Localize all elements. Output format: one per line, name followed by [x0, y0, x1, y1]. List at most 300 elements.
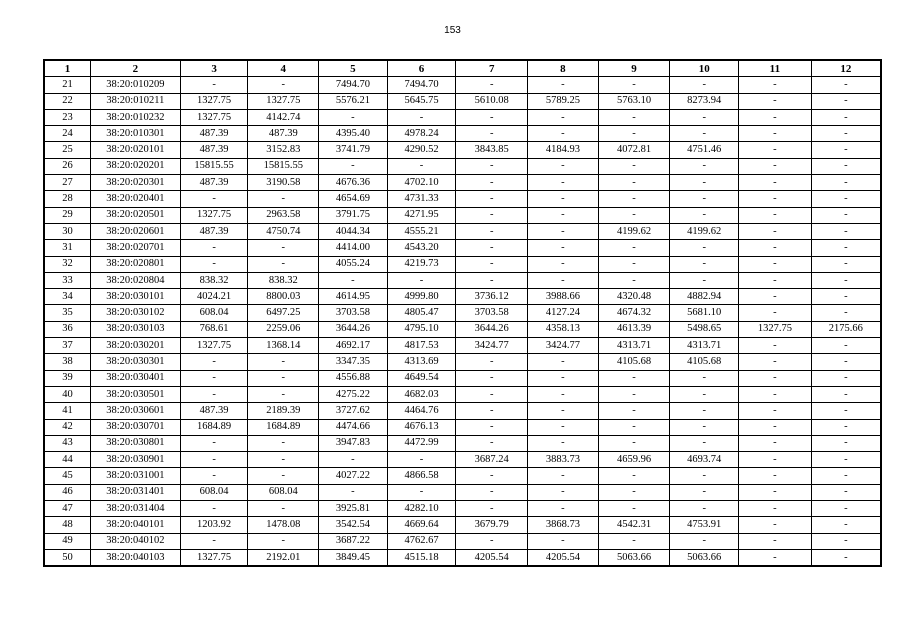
table-cell: -: [811, 386, 881, 402]
table-cell: -: [739, 501, 812, 517]
table-cell: -: [739, 240, 812, 256]
table-cell: -: [811, 126, 881, 142]
table-cell: -: [598, 272, 670, 288]
table-cell: -: [670, 533, 739, 549]
table-cell: -: [528, 419, 599, 435]
column-header: 6: [387, 60, 456, 77]
table-cell: 4205.54: [456, 549, 528, 566]
table-cell: -: [598, 419, 670, 435]
table-cell: -: [811, 240, 881, 256]
table-cell: 38:20:030601: [90, 403, 180, 419]
table-cell: 3424.77: [456, 338, 528, 354]
table-cell: -: [528, 223, 599, 239]
table-row: [44, 517, 881, 533]
table-cell: 3925.81: [319, 501, 388, 517]
table-cell: 38:20:020701: [90, 240, 180, 256]
table-row: [44, 354, 881, 370]
table-cell: -: [456, 191, 528, 207]
table-cell: -: [811, 370, 881, 386]
table-cell: 38:20:020801: [90, 256, 180, 272]
table-cell: 4555.21: [387, 223, 456, 239]
table-cell: -: [739, 517, 812, 533]
table-cell: -: [739, 354, 812, 370]
table-cell: -: [739, 435, 812, 451]
table-cell: -: [598, 240, 670, 256]
table-cell: 38:20:020501: [90, 207, 180, 223]
table-cell: -: [670, 256, 739, 272]
table-cell: 27: [44, 175, 90, 191]
table-cell: -: [598, 403, 670, 419]
table-cell: -: [248, 77, 319, 93]
table-cell: -: [811, 175, 881, 191]
table-cell: -: [739, 223, 812, 239]
column-header: 8: [528, 60, 599, 77]
table-cell: -: [528, 77, 599, 93]
table-cell: 4313.69: [387, 354, 456, 370]
table-cell: -: [528, 109, 599, 125]
table-cell: 38:20:010211: [90, 93, 180, 109]
table-cell: -: [456, 386, 528, 402]
table-cell: -: [811, 77, 881, 93]
table-cell: 24: [44, 126, 90, 142]
table-cell: 4515.18: [387, 549, 456, 566]
table-cell: -: [456, 77, 528, 93]
table-cell: 4072.81: [598, 142, 670, 158]
table-cell: 3542.54: [319, 517, 388, 533]
table-row: [44, 338, 881, 354]
table-cell: -: [811, 501, 881, 517]
table-cell: 38:20:030301: [90, 354, 180, 370]
table-cell: -: [739, 256, 812, 272]
table-cell: 1327.75: [180, 338, 248, 354]
table-cell: -: [248, 533, 319, 549]
table-cell: 29: [44, 207, 90, 223]
table-cell: -: [598, 175, 670, 191]
table-row: [44, 272, 881, 288]
table-cell: -: [811, 338, 881, 354]
table-cell: -: [387, 158, 456, 174]
table-cell: 487.39: [180, 223, 248, 239]
table-row: [44, 435, 881, 451]
table-cell: -: [456, 468, 528, 484]
table-cell: 4105.68: [670, 354, 739, 370]
column-header: 1: [44, 60, 90, 77]
table-cell: 3868.73: [528, 517, 599, 533]
table-row: [44, 126, 881, 142]
table-cell: 38:20:030401: [90, 370, 180, 386]
table-cell: -: [811, 549, 881, 566]
table-cell: 8800.03: [248, 289, 319, 305]
table-cell: 4731.33: [387, 191, 456, 207]
table-cell: 4978.24: [387, 126, 456, 142]
table-cell: -: [598, 386, 670, 402]
table-cell: -: [456, 223, 528, 239]
table-cell: -: [739, 272, 812, 288]
table-cell: 4654.69: [319, 191, 388, 207]
table-cell: -: [811, 517, 881, 533]
table-cell: -: [319, 452, 388, 468]
table-cell: -: [811, 158, 881, 174]
table-cell: -: [528, 435, 599, 451]
table-cell: -: [598, 207, 670, 223]
table-cell: -: [670, 272, 739, 288]
table-cell: 38:20:030701: [90, 419, 180, 435]
table-cell: 3741.79: [319, 142, 388, 158]
table-cell: 15815.55: [248, 158, 319, 174]
table-cell: 4866.58: [387, 468, 456, 484]
table-cell: 3152.83: [248, 142, 319, 158]
table-cell: 38:20:020301: [90, 175, 180, 191]
table-cell: 1684.89: [180, 419, 248, 435]
table-cell: -: [739, 386, 812, 402]
table-cell: -: [528, 175, 599, 191]
table-cell: -: [456, 158, 528, 174]
table-cell: -: [248, 370, 319, 386]
table-row: [44, 549, 881, 566]
table-cell: 3883.73: [528, 452, 599, 468]
table-cell: 1327.75: [180, 93, 248, 109]
table-cell: 2963.58: [248, 207, 319, 223]
table-cell: 5789.25: [528, 93, 599, 109]
table-cell: 8273.94: [670, 93, 739, 109]
table-cell: 4693.74: [670, 452, 739, 468]
column-header: 4: [248, 60, 319, 77]
table-cell: -: [670, 77, 739, 93]
table-cell: 39: [44, 370, 90, 386]
table-cell: -: [811, 142, 881, 158]
table-cell: -: [248, 501, 319, 517]
table-cell: 4543.20: [387, 240, 456, 256]
table-cell: -: [456, 484, 528, 500]
table-cell: -: [528, 370, 599, 386]
table-cell: -: [598, 109, 670, 125]
table-cell: 4542.31: [598, 517, 670, 533]
table-cell: 487.39: [180, 403, 248, 419]
table-cell: 4613.39: [598, 321, 670, 337]
table-cell: 4474.66: [319, 419, 388, 435]
table-cell: 3703.58: [319, 305, 388, 321]
table-cell: 38:20:020401: [90, 191, 180, 207]
table-cell: -: [180, 435, 248, 451]
table-cell: 6497.25: [248, 305, 319, 321]
table-cell: 41: [44, 403, 90, 419]
table-cell: -: [811, 289, 881, 305]
table-cell: -: [739, 305, 812, 321]
table-cell: -: [456, 533, 528, 549]
table-cell: -: [739, 533, 812, 549]
table-cell: 608.04: [180, 484, 248, 500]
table-cell: 5610.08: [456, 93, 528, 109]
table-cell: -: [319, 158, 388, 174]
table-cell: 608.04: [248, 484, 319, 500]
table-cell: -: [528, 272, 599, 288]
table-cell: -: [248, 452, 319, 468]
table-cell: -: [670, 435, 739, 451]
table-cell: 838.32: [248, 272, 319, 288]
table-cell: 38:20:030201: [90, 338, 180, 354]
table-cell: 3679.79: [456, 517, 528, 533]
table-cell: 4674.32: [598, 305, 670, 321]
table-cell: -: [670, 207, 739, 223]
table-cell: -: [456, 435, 528, 451]
table-cell: -: [670, 419, 739, 435]
table-cell: 3687.22: [319, 533, 388, 549]
table-cell: -: [180, 191, 248, 207]
table-cell: 4313.71: [598, 338, 670, 354]
table-cell: -: [528, 386, 599, 402]
table-cell: -: [739, 549, 812, 566]
table-cell: 1368.14: [248, 338, 319, 354]
table-cell: -: [739, 338, 812, 354]
table-cell: -: [670, 191, 739, 207]
table-cell: -: [739, 142, 812, 158]
table-cell: -: [528, 533, 599, 549]
table-cell: -: [319, 484, 388, 500]
table-cell: -: [528, 191, 599, 207]
table-cell: 4702.10: [387, 175, 456, 191]
table-cell: 3703.58: [456, 305, 528, 321]
table-cell: -: [811, 419, 881, 435]
table-cell: 4556.88: [319, 370, 388, 386]
table-cell: 838.32: [180, 272, 248, 288]
table-cell: -: [811, 484, 881, 500]
table-cell: -: [598, 126, 670, 142]
table-cell: 42: [44, 419, 90, 435]
table-cell: 28: [44, 191, 90, 207]
table-row: [44, 93, 881, 109]
table-cell: -: [739, 419, 812, 435]
table-cell: 4199.62: [670, 223, 739, 239]
table-cell: -: [811, 207, 881, 223]
table-cell: -: [739, 289, 812, 305]
table-cell: 4999.80: [387, 289, 456, 305]
table-cell: 4750.74: [248, 223, 319, 239]
table-cell: 4676.13: [387, 419, 456, 435]
table-cell: -: [180, 256, 248, 272]
table-row: [44, 321, 881, 337]
table-cell: -: [811, 403, 881, 419]
table-cell: -: [180, 354, 248, 370]
table-cell: -: [811, 256, 881, 272]
table-cell: 4219.73: [387, 256, 456, 272]
table-cell: 2192.01: [248, 549, 319, 566]
table-cell: -: [248, 256, 319, 272]
table-cell: -: [739, 109, 812, 125]
table-cell: 4313.71: [670, 338, 739, 354]
table-row: [44, 386, 881, 402]
table-cell: 3424.77: [528, 338, 599, 354]
table-cell: -: [456, 501, 528, 517]
table-row: [44, 142, 881, 158]
page-number: 153: [444, 25, 461, 36]
table-cell: 4271.95: [387, 207, 456, 223]
table-cell: 1478.08: [248, 517, 319, 533]
table-cell: -: [180, 501, 248, 517]
table-cell: -: [739, 484, 812, 500]
table-body: [44, 77, 881, 566]
table-cell: 5576.21: [319, 93, 388, 109]
table-row: [44, 158, 881, 174]
table-cell: -: [670, 370, 739, 386]
table-cell: 4024.21: [180, 289, 248, 305]
table-cell: 3644.26: [319, 321, 388, 337]
table-cell: -: [739, 207, 812, 223]
table-cell: -: [598, 435, 670, 451]
table-cell: -: [528, 126, 599, 142]
table-cell: 38:20:030102: [90, 305, 180, 321]
column-header: 2: [90, 60, 180, 77]
table-cell: 38:20:030901: [90, 452, 180, 468]
table-cell: 35: [44, 305, 90, 321]
table-cell: -: [598, 370, 670, 386]
table-cell: -: [456, 126, 528, 142]
table-cell: 4692.17: [319, 338, 388, 354]
table-cell: 38:20:031001: [90, 468, 180, 484]
table-cell: 4669.64: [387, 517, 456, 533]
table-cell: 36: [44, 321, 90, 337]
table-cell: -: [180, 370, 248, 386]
table-cell: 4682.03: [387, 386, 456, 402]
table-cell: -: [387, 272, 456, 288]
table-cell: 4753.91: [670, 517, 739, 533]
table-cell: 4290.52: [387, 142, 456, 158]
table-cell: 4055.24: [319, 256, 388, 272]
column-header: 7: [456, 60, 528, 77]
table-cell: -: [180, 533, 248, 549]
table-cell: -: [670, 386, 739, 402]
table-cell: 5063.66: [670, 549, 739, 566]
table-cell: 38:20:020101: [90, 142, 180, 158]
table-cell: 4751.46: [670, 142, 739, 158]
table-cell: -: [456, 419, 528, 435]
table-cell: -: [598, 468, 670, 484]
table-row: [44, 109, 881, 125]
table-cell: -: [387, 484, 456, 500]
table-cell: 3849.45: [319, 549, 388, 566]
table-cell: -: [811, 452, 881, 468]
table-cell: -: [670, 484, 739, 500]
table-row: [44, 419, 881, 435]
table-cell: 32: [44, 256, 90, 272]
table-row: [44, 77, 881, 93]
table-cell: 38:20:030101: [90, 289, 180, 305]
table-cell: 1684.89: [248, 419, 319, 435]
table-cell: 7494.70: [387, 77, 456, 93]
table-cell: 4320.48: [598, 289, 670, 305]
table-cell: -: [811, 109, 881, 125]
column-header: 3: [180, 60, 248, 77]
table-cell: -: [598, 533, 670, 549]
table-cell: 2175.66: [811, 321, 881, 337]
table-cell: 25: [44, 142, 90, 158]
table-cell: 4184.93: [528, 142, 599, 158]
table-cell: 38:20:040102: [90, 533, 180, 549]
table-cell: -: [598, 191, 670, 207]
table-cell: 1327.75: [248, 93, 319, 109]
table-cell: -: [528, 240, 599, 256]
table-cell: 38:20:020601: [90, 223, 180, 239]
table-cell: -: [811, 272, 881, 288]
table-cell: 7494.70: [319, 77, 388, 93]
table-cell: 5681.10: [670, 305, 739, 321]
table-cell: -: [739, 191, 812, 207]
table-cell: 23: [44, 109, 90, 125]
table-cell: -: [528, 484, 599, 500]
table-cell: -: [387, 452, 456, 468]
table-cell: 4676.36: [319, 175, 388, 191]
table-cell: -: [598, 484, 670, 500]
table-row: [44, 289, 881, 305]
table-cell: -: [319, 109, 388, 125]
table-row: [44, 484, 881, 500]
table-cell: 3687.24: [456, 452, 528, 468]
table-cell: 3190.58: [248, 175, 319, 191]
table-cell: 4472.99: [387, 435, 456, 451]
table-row: [44, 305, 881, 321]
table-cell: -: [811, 223, 881, 239]
table-cell: -: [248, 435, 319, 451]
table-cell: -: [811, 93, 881, 109]
table-cell: -: [528, 501, 599, 517]
table-cell: -: [456, 240, 528, 256]
table-cell: 49: [44, 533, 90, 549]
table-cell: 4817.53: [387, 338, 456, 354]
table-cell: 38:20:010232: [90, 109, 180, 125]
table-cell: 4027.22: [319, 468, 388, 484]
table-cell: -: [739, 452, 812, 468]
table-cell: -: [670, 109, 739, 125]
table-cell: 5763.10: [598, 93, 670, 109]
table-cell: -: [528, 256, 599, 272]
table-cell: 4199.62: [598, 223, 670, 239]
table-cell: -: [598, 158, 670, 174]
table-cell: -: [739, 370, 812, 386]
table-cell: 4805.47: [387, 305, 456, 321]
table-cell: -: [180, 77, 248, 93]
table-cell: 487.39: [180, 126, 248, 142]
table-cell: 38:20:030501: [90, 386, 180, 402]
table-cell: 38:20:030801: [90, 435, 180, 451]
table-cell: 21: [44, 77, 90, 93]
table-cell: 22: [44, 93, 90, 109]
table-cell: 4395.40: [319, 126, 388, 142]
table-cell: 2189.39: [248, 403, 319, 419]
table-cell: -: [456, 272, 528, 288]
table-cell: -: [319, 272, 388, 288]
column-header: 11: [739, 60, 812, 77]
table-cell: -: [180, 240, 248, 256]
table-cell: 1203.92: [180, 517, 248, 533]
table-cell: -: [528, 468, 599, 484]
table-cell: 4105.68: [598, 354, 670, 370]
table-cell: 4414.00: [319, 240, 388, 256]
table-cell: -: [248, 240, 319, 256]
table-cell: 5063.66: [598, 549, 670, 566]
table-cell: 31: [44, 240, 90, 256]
table-cell: -: [456, 175, 528, 191]
table-cell: -: [248, 386, 319, 402]
table-cell: 3736.12: [456, 289, 528, 305]
table-cell: -: [670, 158, 739, 174]
table-cell: -: [811, 191, 881, 207]
table-row: [44, 191, 881, 207]
table-cell: -: [528, 403, 599, 419]
table-cell: -: [456, 403, 528, 419]
table-row: [44, 223, 881, 239]
table-cell: 26: [44, 158, 90, 174]
table-cell: 4614.95: [319, 289, 388, 305]
table-cell: -: [248, 468, 319, 484]
